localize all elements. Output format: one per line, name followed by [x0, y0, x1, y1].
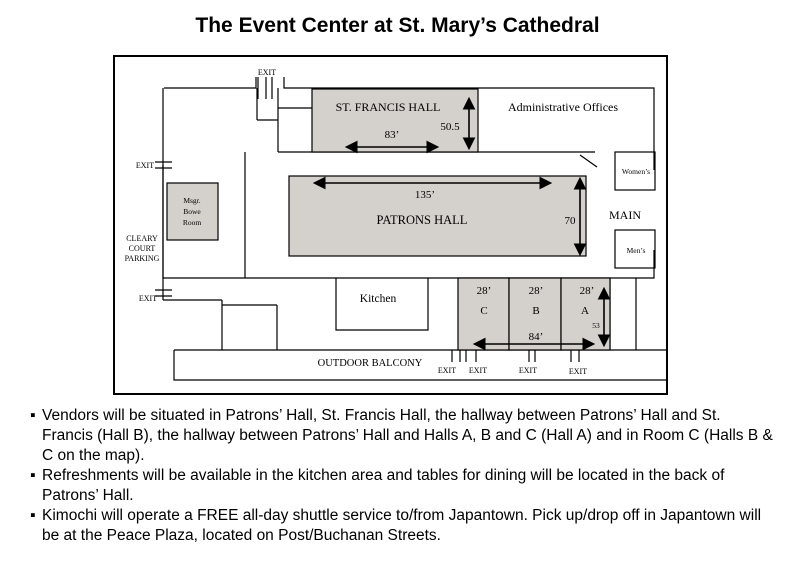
parking-label: PARKING [124, 254, 160, 263]
kitchen-label: Kitchen [359, 293, 397, 305]
exit-left-upper-label: EXIT [135, 161, 155, 170]
room-a-depth-label: 53 [592, 321, 600, 330]
floor-plan-map [113, 55, 668, 395]
notes-list [30, 406, 775, 546]
womens-restroom-label: Women’s [621, 167, 651, 176]
administrative-offices-label: Administrative Offices [507, 100, 619, 114]
note-item [30, 506, 775, 546]
msgr-label: Msgr. [183, 196, 201, 205]
note-item [30, 406, 775, 466]
room-c-label: C [480, 305, 488, 317]
room-label: Room [182, 218, 202, 227]
bowe-label: Bowe [183, 207, 201, 216]
exit-bottom-4-label: EXIT [568, 367, 588, 376]
patrons-hall-label: PATRONS HALL [376, 213, 468, 227]
exit-bottom-1-label: EXIT [437, 366, 457, 375]
bullet-icon: ▪ [30, 507, 36, 524]
bullet-icon: ▪ [30, 407, 36, 424]
room-a-label: A [581, 305, 589, 317]
exit-bottom-2-label: EXIT [468, 366, 488, 375]
exit-top-label: EXIT [257, 68, 277, 77]
exit-bottom-3-label: EXIT [518, 366, 538, 375]
st-francis-width-label: 83’ [384, 129, 400, 141]
patrons-width-label: 135’ [414, 189, 436, 201]
room-c-width-label: 28’ [476, 285, 492, 297]
mens-restroom-label: Men’s [626, 246, 646, 255]
cleary-label: CLEARY [126, 234, 158, 243]
page-title: The Event Center at St. Mary’s Cathedral [195, 14, 600, 37]
note-text: Refreshments will be available in the kitchen area and tables for dining will be located in the back of Patrons’ Hall. [42, 467, 725, 504]
court-label: COURT [128, 244, 156, 253]
note-text: Vendors will be situated in Patrons’ Hall, St. Francis Hall, the hallway between Patrons’ Hall and St. Francis (Hall B), the hallway between Patrons’ Hall and Halls A, B and C (Hall A) and in Room C (Halls B & C on the map). [42, 407, 773, 464]
room-a-width-label: 28’ [579, 285, 595, 297]
note-item [30, 466, 775, 506]
room-b-width-label: 28’ [528, 285, 544, 297]
patrons-depth-label: 70 [564, 215, 576, 227]
st-francis-depth-label: 50.5 [440, 121, 460, 133]
st-francis-hall-label: ST. FRANCIS HALL [335, 100, 441, 114]
rooms-abc-total-label: 84’ [528, 331, 544, 343]
note-text: Kimochi will operate a FREE all-day shuttle service to/from Japantown. Pick up/drop off in Japantown will be at the Peace Plaza, located on Post/Buchanan Streets. [42, 507, 762, 544]
room-b-label: B [532, 305, 540, 317]
main-entrance-label: MAIN [609, 208, 641, 222]
bullet-icon: ▪ [30, 467, 36, 484]
exit-left-lower-label: EXIT [138, 294, 158, 303]
outdoor-balcony-label: OUTDOOR BALCONY [317, 358, 423, 369]
